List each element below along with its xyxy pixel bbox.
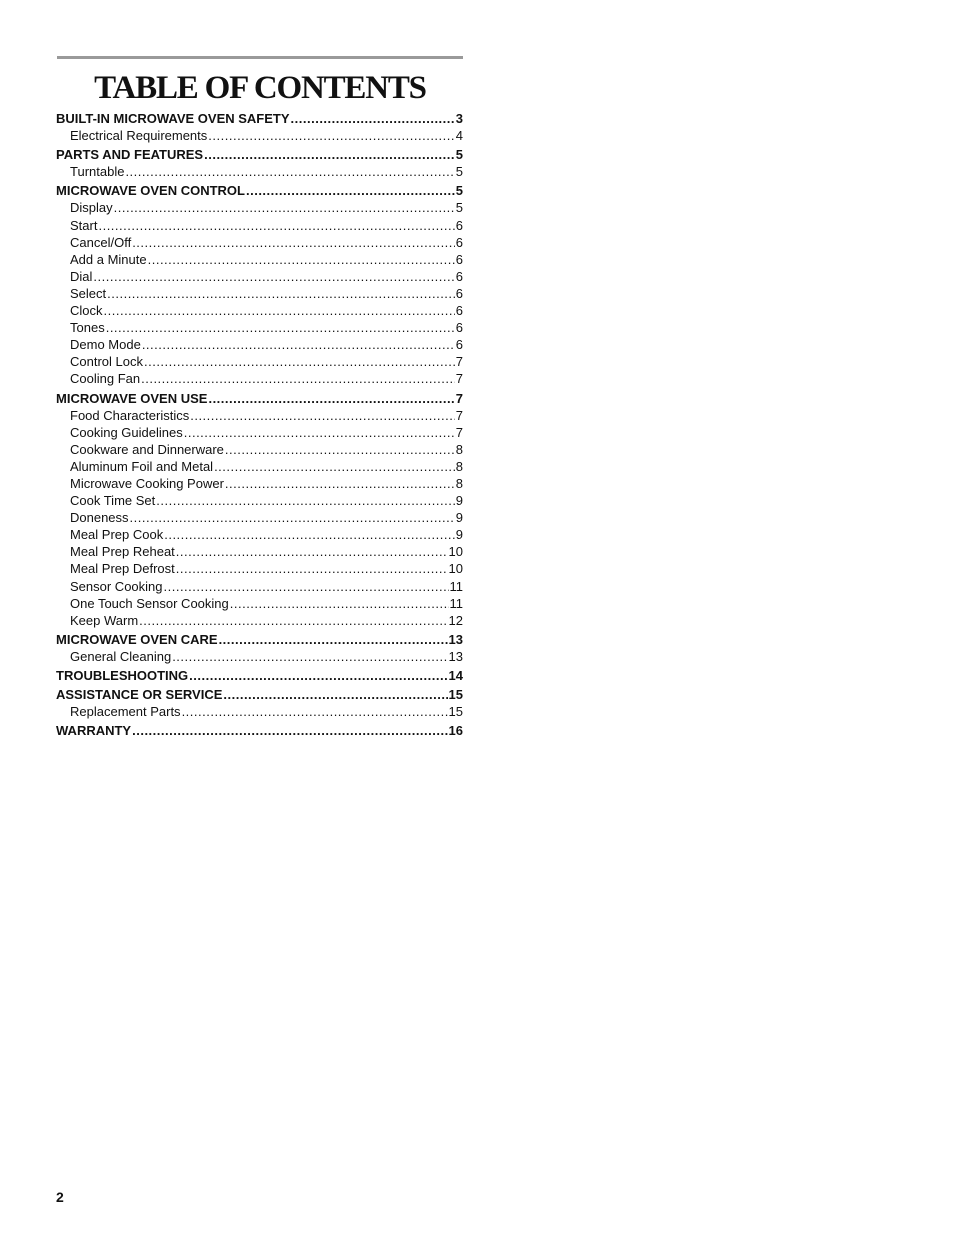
toc-entry-label: Demo Mode: [70, 337, 141, 353]
toc-subsection-entry[interactable]: [56, 163, 463, 180]
toc-subsection-entry[interactable]: [56, 251, 463, 268]
top-rule: [57, 56, 463, 59]
toc-subsection-entry[interactable]: [56, 648, 463, 665]
toc-entry-page: 5: [455, 183, 463, 199]
toc-entry-page: 6: [455, 251, 463, 267]
toc-dot-leader: [225, 475, 455, 492]
toc-entry-page: 16: [448, 723, 463, 739]
toc-dot-leader: [130, 509, 455, 526]
toc-entry-label: Keep Warm: [70, 612, 139, 628]
toc-entry-label: ASSISTANCE OR SERVICE: [56, 687, 223, 703]
toc-entry-page: 12: [448, 612, 463, 628]
toc-section-entry[interactable]: [56, 182, 463, 199]
toc-entry-label: General Cleaning: [70, 648, 172, 664]
toc-dot-leader: [141, 370, 455, 387]
toc-subsection-entry[interactable]: [56, 441, 463, 458]
toc-entry-page: 7: [455, 390, 463, 406]
toc-dot-leader: [142, 336, 455, 353]
toc-entry-page: 8: [455, 475, 463, 491]
toc-section-entry[interactable]: [56, 390, 463, 407]
toc-subsection-entry[interactable]: [56, 127, 463, 144]
toc-entry-page: 13: [448, 631, 463, 647]
toc-entry-page: 5: [455, 147, 463, 163]
toc-subsection-entry[interactable]: [56, 509, 463, 526]
toc-entry-page: 3: [455, 111, 463, 126]
toc-subsection-entry[interactable]: [56, 285, 463, 302]
toc-subsection-entry[interactable]: [56, 268, 463, 285]
toc-dot-leader: [214, 458, 455, 475]
toc-entry-label: Cooking Guidelines: [70, 424, 183, 440]
toc-entry-label: Aluminum Foil and Metal: [70, 458, 214, 474]
toc-dot-leader: [291, 110, 455, 127]
toc-dot-leader: [225, 441, 455, 458]
toc-subsection-entry[interactable]: [56, 458, 463, 475]
toc-subsection-entry[interactable]: [56, 424, 463, 441]
toc-entry-label: Meal Prep Defrost: [70, 561, 175, 577]
toc-subsection-entry[interactable]: [56, 526, 463, 543]
toc-subsection-entry[interactable]: [56, 407, 463, 424]
toc-entry-page: 5: [455, 164, 463, 180]
toc-dot-leader: [208, 390, 454, 407]
toc-dot-leader: [184, 424, 455, 441]
toc-dot-leader: [230, 595, 449, 612]
page-number: 2: [56, 1189, 64, 1205]
toc-section-entry[interactable]: [56, 110, 463, 127]
toc-dot-leader: [164, 526, 455, 543]
toc-entry-page: 8: [455, 458, 463, 474]
toc-entry-label: BUILT-IN MICROWAVE OVEN SAFETY: [56, 111, 290, 126]
toc-entry-page: 7: [455, 424, 463, 440]
toc-entry-label: Food Characteristics: [70, 407, 190, 423]
toc-dot-leader: [125, 163, 454, 180]
toc-entry-page: 6: [455, 268, 463, 284]
toc-entry-label: Display: [70, 200, 113, 216]
toc-entry-page: 13: [448, 648, 463, 664]
toc-entry-label: Cook Time Set: [70, 493, 156, 509]
toc-dot-leader: [204, 146, 455, 163]
toc-dot-leader: [219, 631, 448, 648]
toc-entry-label: Sensor Cooking: [70, 578, 163, 594]
toc-subsection-entry[interactable]: [56, 370, 463, 387]
toc-entry-label: Control Lock: [70, 354, 143, 370]
toc-entry-page: 15: [448, 687, 463, 703]
toc-dot-leader: [223, 686, 447, 703]
toc-entry-label: WARRANTY: [56, 723, 132, 739]
toc-dot-leader: [132, 722, 447, 739]
toc-entry-label: Start: [70, 217, 98, 233]
toc-subsection-entry[interactable]: [56, 543, 463, 560]
toc-subsection-entry[interactable]: [56, 353, 463, 370]
toc-dot-leader: [176, 560, 448, 577]
table-of-contents: [56, 110, 463, 739]
toc-section-entry[interactable]: [56, 686, 463, 703]
page-title: TABLE OF CONTENTS: [94, 70, 426, 106]
toc-entry-page: 6: [455, 303, 463, 319]
toc-entry-page: 8: [455, 441, 463, 457]
toc-entry-page: 7: [455, 371, 463, 387]
toc-entry-page: 6: [455, 285, 463, 301]
toc-entry-label: MICROWAVE OVEN USE: [56, 390, 208, 406]
toc-entry-page: 10: [448, 561, 463, 577]
toc-entry-page: 11: [449, 595, 463, 611]
toc-entry-label: Meal Prep Cook: [70, 527, 164, 543]
toc-entry-label: Microwave Cooking Power: [70, 475, 224, 491]
toc-dot-leader: [176, 543, 448, 560]
toc-entry-label: Select: [70, 285, 107, 301]
toc-entry-page: 4: [455, 128, 463, 144]
toc-subsection-entry[interactable]: [56, 217, 463, 234]
toc-section-entry[interactable]: [56, 146, 463, 163]
toc-entry-label: MICROWAVE OVEN CONTROL: [56, 183, 245, 199]
toc-dot-leader: [114, 199, 455, 216]
toc-dot-leader: [93, 268, 454, 285]
toc-subsection-entry[interactable]: [56, 578, 463, 595]
toc-entry-page: 6: [455, 217, 463, 233]
toc-dot-leader: [246, 182, 455, 199]
toc-entry-page: 11: [449, 578, 463, 594]
toc-entry-page: 9: [455, 510, 463, 526]
toc-entry-page: 7: [455, 407, 463, 423]
toc-entry-label: Doneness: [70, 510, 129, 526]
toc-entry-label: Cancel/Off: [70, 234, 132, 250]
toc-entry-label: Cooling Fan: [70, 371, 141, 387]
toc-dot-leader: [208, 127, 454, 144]
toc-subsection-entry[interactable]: [56, 475, 463, 492]
toc-dot-leader: [107, 285, 455, 302]
toc-entry-label: Dial: [70, 268, 93, 284]
toc-entry-label: TROUBLESHOOTING: [56, 668, 189, 683]
toc-entry-label: MICROWAVE OVEN CARE: [56, 631, 218, 647]
toc-entry-label: Turntable: [70, 164, 125, 180]
toc-subsection-entry[interactable]: [56, 319, 463, 336]
toc-dot-leader: [132, 234, 455, 251]
toc-entry-label: Electrical Requirements: [70, 128, 208, 144]
toc-entry-page: 9: [455, 527, 463, 543]
toc-entry-label: Replacement Parts: [70, 704, 181, 720]
toc-subsection-entry[interactable]: [56, 595, 463, 612]
toc-entry-label: Meal Prep Reheat: [70, 544, 175, 560]
toc-entry-page: 5: [455, 200, 463, 216]
toc-entry-page: 6: [455, 337, 463, 353]
toc-section-entry[interactable]: [56, 631, 463, 648]
toc-subsection-entry[interactable]: [56, 492, 463, 509]
toc-subsection-entry[interactable]: [56, 199, 463, 216]
toc-subsection-entry[interactable]: [56, 302, 463, 319]
toc-entry-label: One Touch Sensor Cooking: [70, 595, 229, 611]
toc-dot-leader: [172, 648, 447, 665]
toc-dot-leader: [182, 703, 448, 720]
toc-entry-label: Add a Minute: [70, 251, 147, 267]
toc-entry-label: Tones: [70, 320, 105, 336]
toc-dot-leader: [144, 353, 455, 370]
toc-entry-page: 7: [455, 354, 463, 370]
toc-dot-leader: [98, 217, 454, 234]
toc-subsection-entry[interactable]: [56, 612, 463, 629]
toc-dot-leader: [148, 251, 455, 268]
toc-section-entry[interactable]: [56, 722, 463, 739]
toc-entry-label: PARTS AND FEATURES: [56, 147, 204, 163]
toc-dot-leader: [139, 612, 447, 629]
toc-dot-leader: [104, 302, 455, 319]
toc-dot-leader: [164, 578, 449, 595]
toc-entry-page: 14: [448, 668, 463, 683]
toc-entry-page: 6: [455, 234, 463, 250]
toc-dot-leader: [106, 319, 455, 336]
toc-entry-label: Cookware and Dinnerware: [70, 441, 224, 457]
toc-dot-leader: [156, 492, 455, 509]
toc-entry-label: Clock: [70, 303, 103, 319]
toc-subsection-entry[interactable]: [56, 234, 463, 251]
toc-entry-page: 10: [448, 544, 463, 560]
toc-subsection-entry[interactable]: [56, 560, 463, 577]
toc-subsection-entry[interactable]: [56, 336, 463, 353]
toc-entry-page: 15: [448, 704, 463, 720]
toc-entry-page: 6: [455, 320, 463, 336]
toc-section-entry[interactable]: [56, 667, 463, 684]
toc-entry-page: 9: [455, 493, 463, 509]
toc-subsection-entry[interactable]: [56, 703, 463, 720]
toc-dot-leader: [190, 407, 455, 424]
toc-dot-leader: [189, 667, 447, 684]
